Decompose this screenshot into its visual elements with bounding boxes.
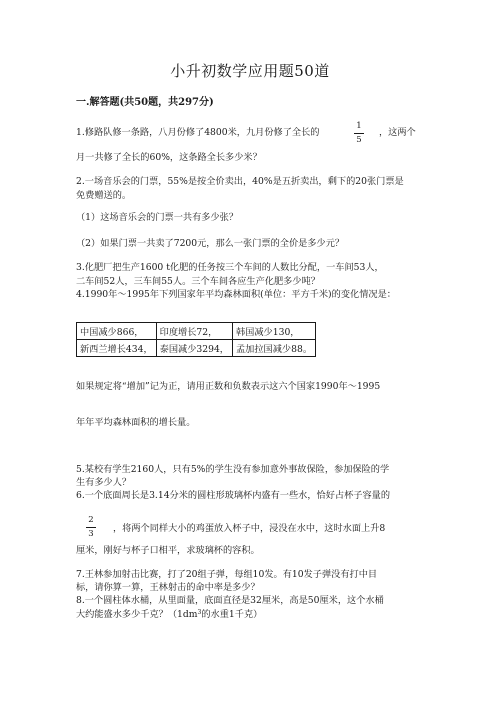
q4-line1: 4.1990年～1995年下列国家年平均森林面积(单位：平方千米)的变化情况是： bbox=[76, 289, 396, 300]
q6-line3: 厘米，刚好与杯子口相平，求玻璃杯的容积。 bbox=[76, 545, 260, 556]
q7-line1: 7.王林参加射击比赛，打了20组子弹，每组10发。有10发子弹没有打中目 bbox=[76, 569, 378, 580]
q1-line2: 月一共修了全长的60%，这条路全长多少米？ bbox=[76, 152, 262, 163]
q6-line2: ，将两个同样大小的鸡蛋放入杯子中，浸没在水中，这时水面上升8 bbox=[113, 523, 386, 534]
q2-sub2: （2）如果门票一共卖了7200元，那么一张门票的全价是多少元？ bbox=[76, 238, 345, 249]
q8-line2 bbox=[76, 608, 262, 621]
table-cell: 韩国减少130， bbox=[233, 323, 316, 340]
q5-line1: 5.某校有学生2160人，只有5%的学生没有参加意外事故保险，参加保险的学 bbox=[76, 464, 390, 475]
q8-superscript: 3 bbox=[197, 609, 202, 616]
q6-fraction-numerator: 2 bbox=[88, 515, 94, 525]
q1-fraction-numerator: 1 bbox=[356, 121, 362, 131]
section-heading: 一.解答题(共50题，共297分) bbox=[76, 97, 214, 108]
q1-fraction bbox=[354, 121, 364, 146]
q2-sub1: （1）这场音乐会的门票一共有多少张？ bbox=[76, 212, 239, 223]
q7-line2: 标，请你算一算，王林射击的命中率是多少？ bbox=[76, 582, 260, 593]
q1-text-after: ，这两个 bbox=[379, 127, 416, 138]
page-title: 小升初数学应用题50道 bbox=[170, 62, 330, 80]
q1-fraction-denominator: 5 bbox=[356, 135, 362, 145]
q6-fraction-bar bbox=[86, 527, 96, 528]
q8-line2-text-b: 的水重1千克） bbox=[201, 609, 263, 620]
table-cell: 孟加拉国减少88。 bbox=[233, 340, 316, 357]
table-cell: 中国减少866， bbox=[77, 323, 157, 340]
q6-fraction bbox=[86, 515, 96, 540]
table-cell: 新西兰增长434， bbox=[77, 340, 157, 357]
q2-line1: 2.一场音乐会的门票，55%是按全价卖出，40%是五折卖出，剩下的20张门票是 bbox=[76, 176, 404, 187]
forest-area-table bbox=[76, 322, 316, 357]
table-row bbox=[77, 323, 316, 340]
q6-fraction-denominator: 3 bbox=[88, 529, 94, 539]
q8-line2-text-a: 大约能盛水多少千克？（1dm bbox=[76, 609, 198, 620]
q3-line2: 二车间52人，三车间55人。三个车间各应生产化肥多少吨？ bbox=[76, 276, 320, 287]
q8-line1: 8.一个圆柱体水桶，从里面量，底面直径是32厘米，高是50厘米，这个水桶 bbox=[76, 595, 384, 606]
table-cell: 印度增长72， bbox=[156, 323, 232, 340]
q6-line1: 6.一个底面周长是3.14分米的圆柱形玻璃杯内盛有一些水，恰好占杯子容量的 bbox=[76, 490, 391, 501]
q1-text: 1.修路队修一条路，八月份修了4800米，九月份修了全长的 bbox=[76, 127, 320, 138]
q5-line2: 生有多少人？ bbox=[76, 477, 132, 488]
table-row bbox=[77, 340, 316, 357]
q1-fraction-bar bbox=[354, 133, 364, 134]
table-cell: 泰国减少3294， bbox=[156, 340, 232, 357]
q3-line1: 3.化肥厂把生产1600 t化肥的任务按三个车间的人数比分配，一车间53人， bbox=[76, 262, 384, 273]
q4-line3: 年年平均森林面积的增长量。 bbox=[76, 417, 196, 428]
q4-line2: 如果规定将“增加”记为正，请用正数和负数表示这六个国家1990年～1995 bbox=[76, 381, 381, 392]
q2-line2: 免费赠送的。 bbox=[76, 190, 132, 201]
